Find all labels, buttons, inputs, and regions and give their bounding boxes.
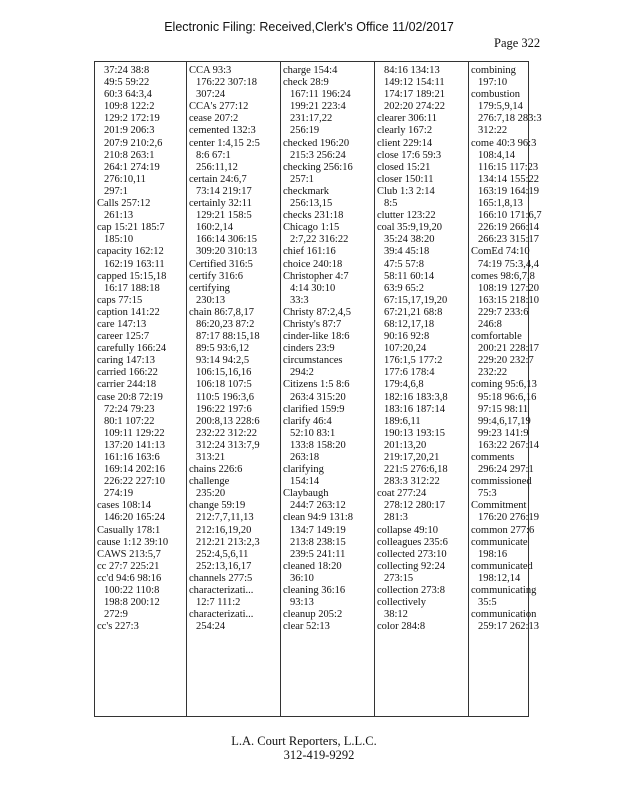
- index-entry: clarified 159:9: [283, 403, 345, 415]
- index-entry: cinder-like 18:6: [283, 331, 350, 343]
- index-entry: cemented 132:3: [189, 125, 256, 137]
- index-column-3: [281, 62, 375, 717]
- index-entry: commissioned: [471, 476, 532, 488]
- index-entry: 200:8,13 228:6: [196, 415, 260, 427]
- index-entry: 256:11,12: [196, 161, 238, 173]
- index-entry: cc 27:7 225:21: [97, 560, 160, 572]
- index-entry: 229:7 233:6: [478, 306, 529, 318]
- index-entry: certifying: [189, 282, 230, 294]
- index-entry: 176:1,5 177:2: [384, 355, 443, 367]
- index-entry: 179:4,6,8: [384, 379, 424, 391]
- index-entry: cases 108:14: [97, 500, 151, 512]
- index-entry: 49:5 59:22: [104, 77, 150, 89]
- index-entry: 198:16: [478, 548, 508, 560]
- index-entry: 154:14: [290, 476, 320, 488]
- index-entry: cinders 23:9: [283, 343, 335, 355]
- index-entry: 210:8 263:1: [104, 149, 155, 161]
- index-entry: clearer 306:11: [377, 113, 437, 125]
- index-entry: combustion: [471, 89, 520, 101]
- index-entry: 106:15,16,16: [196, 367, 252, 379]
- index-entry: 189:6,11: [384, 415, 421, 427]
- index-entry: 199:21 223:4: [290, 101, 346, 113]
- index-entry: 73:14 219:17: [196, 185, 252, 197]
- index-entry: 134:14 155:22: [478, 173, 539, 185]
- index-entry: Club 1:3 2:14: [377, 185, 435, 197]
- index-entry: 276:7,18 283:3: [478, 113, 542, 125]
- index-entry: 221:5 276:6,18: [384, 464, 448, 476]
- index-entry: 93:14 94:2,5: [196, 355, 250, 367]
- index-entry: caps 77:15: [97, 294, 143, 306]
- index-entry: cc'd 94:6 98:16: [97, 572, 162, 584]
- index-entry: clutter 123:22: [377, 210, 436, 222]
- index-entry: closer 150:11: [377, 173, 434, 185]
- index-entry: 89:5 93:6,12: [196, 343, 250, 355]
- index-entry: 212:21 213:2,3: [196, 536, 260, 548]
- index-entry: carried 166:22: [97, 367, 158, 379]
- index-entry: collapse 49:10: [377, 524, 438, 536]
- index-entry: communicate: [471, 536, 528, 548]
- index-entry: collecting 92:24: [377, 560, 445, 572]
- page-number: Page 322: [494, 36, 541, 50]
- index-entry: 58:11 60:14: [384, 270, 435, 282]
- index-entry: 149:12 154:11: [384, 77, 445, 89]
- index-entry: 198:12,14: [478, 572, 521, 584]
- index-entry: collection 273:8: [377, 585, 445, 597]
- index-entry: 219:17,20,21: [384, 452, 440, 463]
- index-entry: combining: [471, 65, 516, 76]
- index-entry: 296:24 297:1: [478, 464, 534, 476]
- footer: [0, 734, 618, 762]
- index-entry: cleaned 18:20: [283, 560, 342, 572]
- index-entry: 264:1 274:19: [104, 161, 160, 173]
- index-entry: 84:16 134:13: [384, 65, 440, 76]
- index-entry: 160:2,14: [196, 222, 234, 234]
- index-entry: charge 154:4: [283, 65, 338, 76]
- index-entry: 67:15,17,19,20: [384, 294, 448, 306]
- index-entry: 39:4 45:18: [384, 246, 430, 258]
- index-entry: caring 147:13: [97, 355, 156, 367]
- index-column-4: [375, 62, 469, 717]
- index-entry: 278:12 280:17: [384, 500, 445, 512]
- index-entry: 146:20 165:24: [104, 512, 165, 524]
- index-entry: cease 207:2: [189, 113, 239, 125]
- index-entry: 163:19 164:19: [478, 185, 539, 197]
- index-entry: 163:15 218:10: [478, 294, 539, 306]
- index-entry: 106:18 107:5: [196, 379, 252, 391]
- index-entry: 261:13: [104, 210, 134, 222]
- index-entry: characterizati...: [189, 585, 254, 597]
- word-index-table: [94, 61, 542, 717]
- index-entry: 207:9 210:2,6: [104, 137, 163, 149]
- index-entry: coal 35:9,19,20: [377, 222, 443, 234]
- index-entry: 47:5 57:8: [384, 258, 424, 270]
- index-entry: 33:3: [290, 294, 309, 306]
- index-entry: 16:17 188:18: [104, 282, 160, 294]
- index-entry: 95:18 96:6,16: [478, 391, 537, 403]
- index-entry: 239:5 241:11: [290, 548, 346, 560]
- index-entry: capacity 162:12: [97, 246, 164, 258]
- index-entry: 235:20: [196, 488, 226, 500]
- index-entry: coming 95:6,13: [471, 379, 537, 391]
- index-entry: caption 141:22: [97, 306, 160, 318]
- index-entry: 2:7,22 316:22: [290, 234, 349, 246]
- index-entry: cap 15:21 185:7: [97, 222, 165, 234]
- index-entry: closed 15:21: [377, 161, 431, 173]
- index-entry: 312:24 313:7,9: [196, 439, 260, 451]
- index-entry: 272:9: [104, 609, 128, 621]
- index-entry: clear 52:13: [283, 621, 330, 633]
- index-entry: 36:10: [290, 572, 314, 584]
- index-entry: chain 86:7,8,17: [189, 306, 255, 318]
- index-entry: 93:13: [290, 597, 314, 609]
- index-entry: 87:17 88:15,18: [196, 331, 260, 343]
- index-entry: 108:4,14: [478, 149, 516, 161]
- index-entry: communication: [471, 609, 537, 621]
- index-entry: 80:1 107:22: [104, 415, 155, 427]
- index-entry: Calls 257:12: [97, 198, 151, 210]
- index-entry: career 125:7: [97, 331, 150, 343]
- index-entry: 68:12,17,18: [384, 318, 435, 330]
- index-entry: 307:24: [196, 89, 226, 101]
- index-entry: 212:16,19,20: [196, 524, 252, 536]
- index-entry: 109:8 122:2: [104, 101, 155, 113]
- index-entry: 38:12: [384, 609, 408, 621]
- index-entry: 183:16 187:14: [384, 403, 445, 415]
- index-entry: 74:19 75:3,4,4: [478, 258, 539, 270]
- index-entry: coat 277:24: [377, 488, 427, 500]
- index-entry: checking 256:16: [283, 161, 353, 173]
- index-entry: 273:15: [384, 572, 414, 584]
- index-entry: communicating: [471, 585, 537, 597]
- index-entry: change 59:19: [189, 500, 246, 512]
- index-entry: 133:8 158:20: [290, 439, 346, 451]
- index-entry: Chicago 1:15: [283, 222, 340, 234]
- index-entry: comes 98:6,7,8: [471, 270, 535, 282]
- index-entry: capped 15:15,18: [97, 270, 167, 282]
- index-entry: common 277:6: [471, 524, 535, 536]
- index-entry: case 20:8 72:19: [97, 391, 163, 403]
- index-entry: clarifying: [283, 464, 324, 476]
- index-entry: characterizati...: [189, 609, 254, 621]
- index-entry: 116:15 117:23: [478, 161, 539, 173]
- index-entry: 281:3: [384, 512, 408, 524]
- index-entry: 256:13,15: [290, 198, 333, 210]
- index-entry: 197:10: [478, 77, 508, 89]
- index-entry: 244:7 263:12: [290, 500, 346, 512]
- index-entry: 107:20,24: [384, 343, 427, 355]
- index-entry: checks 231:18: [283, 210, 344, 222]
- index-entry: 35:5: [478, 597, 497, 609]
- index-entry: 169:14 202:16: [104, 464, 165, 476]
- index-entry: 200:21 228:17: [478, 343, 539, 355]
- index-entry: choice 240:18: [283, 258, 343, 270]
- index-entry: 177:6 178:4: [384, 367, 435, 379]
- index-entry: 167:11 196:24: [290, 89, 351, 101]
- index-entry: CCA's 277:12: [189, 101, 249, 113]
- index-entry: Claybaugh: [283, 488, 329, 500]
- index-entry: comfortable: [471, 331, 522, 343]
- index-entry: close 17:6 59:3: [377, 149, 442, 161]
- index-entry: chief 161:16: [283, 246, 336, 258]
- index-entry: 72:24 79:23: [104, 403, 155, 415]
- index-entry: 232:22: [478, 367, 508, 379]
- index-entry: 231:17,22: [290, 113, 333, 125]
- index-entry: comments: [471, 452, 515, 463]
- index-entry: challenge: [189, 476, 230, 488]
- index-entry: 226:22 227:10: [104, 476, 165, 488]
- index-entry: CAWS 213:5,7: [97, 548, 161, 560]
- index-entry: Casually 178:1: [97, 524, 161, 536]
- index-entry: 263:18: [290, 452, 320, 463]
- index-entry: carefully 166:24: [97, 343, 167, 355]
- index-entry: 176:22 307:18: [196, 77, 257, 89]
- index-entry: 232:22 312:22: [196, 427, 257, 439]
- index-entry: 100:22 110:8: [104, 585, 160, 597]
- index-entry: 37:24 38:8: [104, 65, 150, 76]
- index-entry: 201:9 206:3: [104, 125, 155, 137]
- index-entry: 8:6 67:1: [196, 149, 231, 161]
- index-entry: checked 196:20: [283, 137, 350, 149]
- index-entry: collected 273:10: [377, 548, 447, 560]
- index-entry: chains 226:6: [189, 464, 243, 476]
- index-entry: 198:8 200:12: [104, 597, 160, 609]
- index-entry: 179:5,9,14: [478, 101, 523, 113]
- index-entry: certain 24:6,7: [189, 173, 247, 185]
- index-column-1: [95, 62, 187, 717]
- index-entry: 313:21: [196, 452, 226, 463]
- index-entry: 263:4 315:20: [290, 391, 346, 403]
- index-entry: collectively: [377, 597, 426, 609]
- index-entry: center 1:4,15 2:5: [189, 137, 260, 149]
- index-entry: cleaning 36:16: [283, 585, 346, 597]
- index-entry: 8:5: [384, 198, 398, 210]
- index-entry: 129:21 158:5: [196, 210, 252, 222]
- index-entry: 67:21,21 68:8: [384, 306, 443, 318]
- index-entry: 99:23 141:9: [478, 427, 529, 439]
- index-entry: 52:10 83:1: [290, 427, 336, 439]
- index-entry: 110:5 196:3,6: [196, 391, 254, 403]
- index-entry: 230:13: [196, 294, 226, 306]
- index-entry: 246:8: [478, 318, 502, 330]
- index-entry: 252:13,16,17: [196, 560, 252, 572]
- index-column-2: [187, 62, 281, 717]
- index-entry: 309:20 310:13: [196, 246, 257, 258]
- index-entry: 97:15 98:11: [478, 403, 529, 415]
- index-entry: 276:10,11: [104, 173, 146, 185]
- reporter-company: L.A. Court Reporters, L.L.C.: [231, 734, 377, 748]
- index-entry: 134:7 149:19: [290, 524, 346, 536]
- index-entry: colleagues 235:6: [377, 536, 448, 548]
- index-entry: 212:7,7,11,13: [196, 512, 254, 524]
- index-entry: 12:7 111:2: [196, 597, 241, 609]
- index-entry: circumstances: [283, 355, 343, 367]
- index-entry: 137:20 141:13: [104, 439, 165, 451]
- index-entry: 99:4,6,17,19: [478, 415, 531, 427]
- index-entry: 254:24: [196, 621, 226, 633]
- index-entry: 256:19: [290, 125, 320, 137]
- index-entry: 129:2 172:19: [104, 113, 160, 125]
- index-entry: cc's 227:3: [97, 621, 139, 633]
- index-entry: 201:13,20: [384, 439, 427, 451]
- index-entry: 252:4,5,6,11: [196, 548, 249, 560]
- index-entry: 109:11 129:22: [104, 427, 165, 439]
- index-entry: 161:16 163:6: [104, 452, 160, 463]
- index-entry: 90:16 92:8: [384, 331, 430, 343]
- index-entry: 162:19 163:11: [104, 258, 165, 270]
- index-entry: 190:13 193:15: [384, 427, 445, 439]
- index-entry: ComEd 74:10: [471, 246, 530, 258]
- index-entry: 174:17 189:21: [384, 89, 445, 101]
- index-entry: Certified 316:5: [189, 258, 253, 270]
- index-entry: certainly 32:11: [189, 198, 252, 210]
- index-entry: carrier 244:18: [97, 379, 157, 391]
- index-entry: 215:3 256:24: [290, 149, 346, 161]
- index-entry: Citizens 1:5 8:6: [283, 379, 350, 391]
- index-entry: 163:22 267:14: [478, 439, 539, 451]
- index-entry: 182:16 183:3,8: [384, 391, 448, 403]
- index-entry: 165:1,8,13: [478, 198, 523, 210]
- index-entry: 274:19: [104, 488, 134, 500]
- index-entry: 266:23 315:17: [478, 234, 539, 246]
- filing-stamp: Electronic Filing: Received,Clerk's Office 11/02/2017: [164, 20, 454, 34]
- index-entry: clarify 46:4: [283, 415, 332, 427]
- index-entry: CCA 93:3: [189, 65, 232, 76]
- index-entry: 297:1: [104, 185, 128, 197]
- index-entry: 202:20 274:22: [384, 101, 445, 113]
- index-entry: 294:2: [290, 367, 314, 379]
- index-entry: clean 94:9 131:8: [283, 512, 353, 524]
- index-entry: check 28:9: [283, 77, 329, 89]
- index-entry: 226:19 266:14: [478, 222, 539, 234]
- index-entry: 312:22: [478, 125, 508, 137]
- index-entry: 229:20 232:7: [478, 355, 534, 367]
- index-entry: 196:22 197:6: [196, 403, 252, 415]
- index-entry: care 147:13: [97, 318, 147, 330]
- index-entry: channels 277:5: [189, 572, 253, 584]
- index-entry: 259:17 262:13: [478, 621, 539, 633]
- index-entry: 176:20 276:19: [478, 512, 539, 524]
- index-entry: come 40:3 96:3: [471, 137, 537, 149]
- index-entry: 185:10: [104, 234, 134, 246]
- index-entry: 108:19 127:20: [478, 282, 539, 294]
- index-entry: 60:3 64:3,4: [104, 89, 152, 101]
- reporter-phone: 312-419-9292: [283, 748, 355, 762]
- index-entry: client 229:14: [377, 137, 433, 149]
- index-entry: 75:3: [478, 488, 497, 500]
- index-entry: cleanup 205:2: [283, 609, 343, 621]
- index-entry: 35:24 38:20: [384, 234, 435, 246]
- index-entry: 283:3 312:22: [384, 476, 440, 488]
- index-entry: Christy 87:2,4,5: [283, 306, 351, 318]
- index-entry: 257:1: [290, 173, 314, 185]
- index-entry: 4:14 30:10: [290, 282, 336, 294]
- index-entry: Commitment: [471, 500, 527, 512]
- index-entry: 86:20,23 87:2: [196, 318, 255, 330]
- index-entry: 166:14 306:15: [196, 234, 257, 246]
- index-entry: Christy's 87:7: [283, 318, 342, 330]
- index-entry: 213:8 238:15: [290, 536, 346, 548]
- index-entry: clearly 167:2: [377, 125, 433, 137]
- index-entry: Christopher 4:7: [283, 270, 349, 282]
- index-entry: cause 1:12 39:10: [97, 536, 169, 548]
- index-entry: certify 316:6: [189, 270, 243, 282]
- index-entry: communicated: [471, 560, 533, 572]
- index-entry: color 284:8: [377, 621, 426, 633]
- index-entry: 166:10 171:6,7: [478, 210, 542, 222]
- index-column-5: [469, 62, 542, 717]
- index-entry: 63:9 65:2: [384, 282, 424, 294]
- index-entry: checkmark: [283, 185, 330, 197]
